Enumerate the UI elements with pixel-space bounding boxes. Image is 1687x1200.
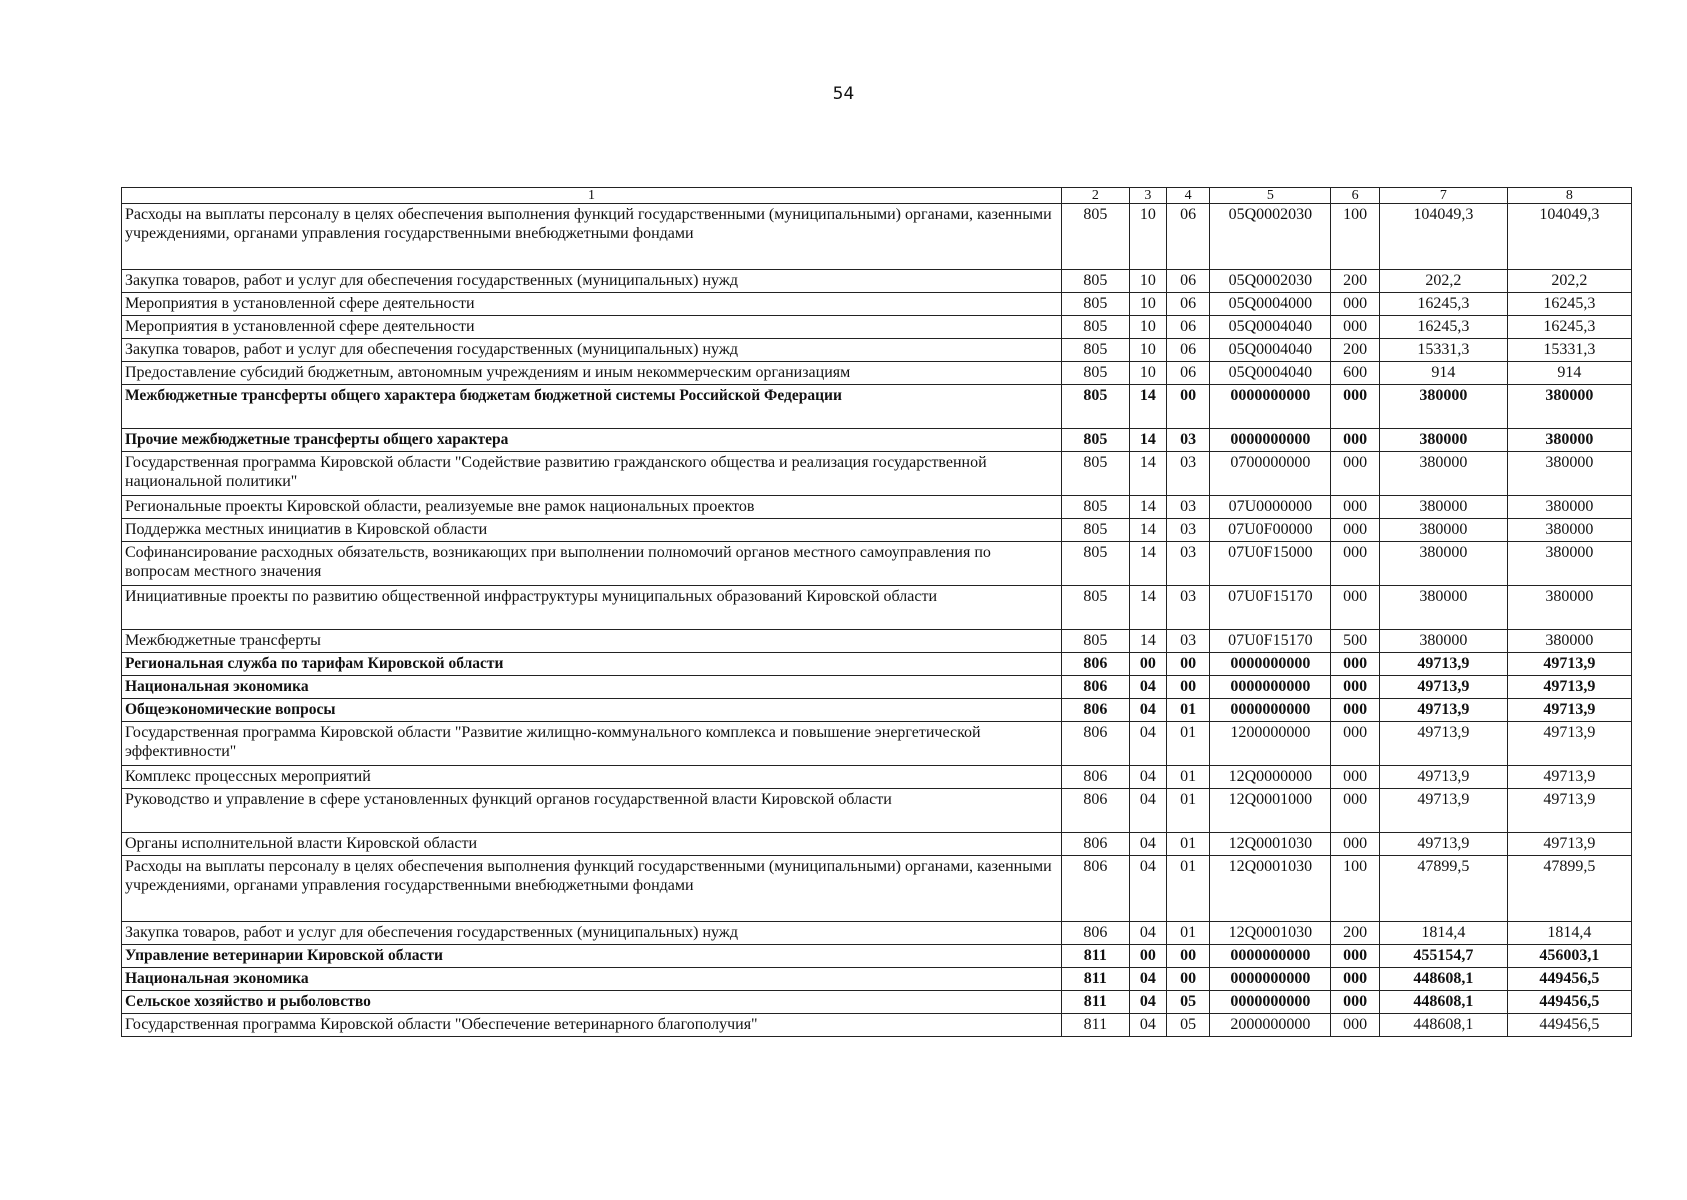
code-expense-type: 000 bbox=[1331, 293, 1379, 316]
code-target-article: 0000000000 bbox=[1210, 429, 1331, 452]
code-ministry: 811 bbox=[1062, 945, 1130, 968]
code-subsection: 01 bbox=[1166, 722, 1209, 766]
amount-col7: 49713,9 bbox=[1379, 699, 1507, 722]
code-expense-type: 000 bbox=[1331, 676, 1379, 699]
code-target-article: 07U0F15170 bbox=[1210, 630, 1331, 653]
column-header: 5 bbox=[1210, 188, 1331, 204]
table-row bbox=[122, 766, 1632, 789]
amount-col8: 380000 bbox=[1507, 586, 1631, 630]
amount-col7: 448608,1 bbox=[1379, 991, 1507, 1014]
code-ministry: 806 bbox=[1062, 833, 1130, 856]
amount-col8: 380000 bbox=[1507, 429, 1631, 452]
column-header: 1 bbox=[122, 188, 1062, 204]
code-target-article: 07U0F00000 bbox=[1210, 519, 1331, 542]
code-expense-type: 200 bbox=[1331, 270, 1379, 293]
code-subsection: 01 bbox=[1166, 766, 1209, 789]
table-row bbox=[122, 452, 1632, 496]
code-ministry: 806 bbox=[1062, 856, 1130, 922]
amount-col8: 456003,1 bbox=[1507, 945, 1631, 968]
code-ministry: 806 bbox=[1062, 676, 1130, 699]
amount-col8: 47899,5 bbox=[1507, 856, 1631, 922]
code-section: 00 bbox=[1129, 653, 1166, 676]
code-section: 04 bbox=[1129, 856, 1166, 922]
code-section: 04 bbox=[1129, 991, 1166, 1014]
amount-col7: 47899,5 bbox=[1379, 856, 1507, 922]
code-target-article: 0000000000 bbox=[1210, 699, 1331, 722]
code-expense-type: 000 bbox=[1331, 968, 1379, 991]
code-expense-type: 000 bbox=[1331, 316, 1379, 339]
row-name: Управление ветеринарии Кировской области bbox=[122, 945, 1062, 968]
code-target-article: 05Q0002030 bbox=[1210, 204, 1331, 270]
code-ministry: 805 bbox=[1062, 586, 1130, 630]
table-row bbox=[122, 722, 1632, 766]
code-ministry: 805 bbox=[1062, 339, 1130, 362]
amount-col7: 1814,4 bbox=[1379, 922, 1507, 945]
amount-col7: 448608,1 bbox=[1379, 968, 1507, 991]
code-ministry: 805 bbox=[1062, 452, 1130, 496]
row-name: Расходы на выплаты персоналу в целях обеспечения выполнения функций государственными (муниципальными) органами, казенными учреждениями, органами управления государственными внебюджетными фондами bbox=[122, 204, 1062, 270]
code-target-article: 07U0000000 bbox=[1210, 496, 1331, 519]
row-name: Межбюджетные трансферты bbox=[122, 630, 1062, 653]
code-target-article: 0000000000 bbox=[1210, 653, 1331, 676]
code-section: 10 bbox=[1129, 293, 1166, 316]
amount-col8: 449456,5 bbox=[1507, 1014, 1631, 1037]
table-row bbox=[122, 362, 1632, 385]
column-header: 2 bbox=[1062, 188, 1130, 204]
code-target-article: 05Q0002030 bbox=[1210, 270, 1331, 293]
row-name: Государственная программа Кировской области "Развитие жилищно-коммунального комплекса и повышение энергетической эффективности" bbox=[122, 722, 1062, 766]
row-name: Органы исполнительной власти Кировской области bbox=[122, 833, 1062, 856]
code-section: 04 bbox=[1129, 766, 1166, 789]
table-row bbox=[122, 789, 1632, 833]
code-ministry: 806 bbox=[1062, 766, 1130, 789]
code-subsection: 03 bbox=[1166, 542, 1209, 586]
amount-col8: 16245,3 bbox=[1507, 293, 1631, 316]
code-section: 10 bbox=[1129, 339, 1166, 362]
table-row bbox=[122, 653, 1632, 676]
table-row bbox=[122, 1014, 1632, 1037]
code-section: 04 bbox=[1129, 968, 1166, 991]
code-ministry: 805 bbox=[1062, 630, 1130, 653]
amount-col8: 380000 bbox=[1507, 385, 1631, 429]
code-section: 10 bbox=[1129, 270, 1166, 293]
code-ministry: 805 bbox=[1062, 429, 1130, 452]
code-expense-type: 100 bbox=[1331, 856, 1379, 922]
amount-col7: 380000 bbox=[1379, 630, 1507, 653]
row-name: Софинансирование расходных обязательств, возникающих при выполнении полномочий органов местного самоуправления по вопросам местного значения bbox=[122, 542, 1062, 586]
column-header: 3 bbox=[1129, 188, 1166, 204]
code-section: 14 bbox=[1129, 452, 1166, 496]
code-target-article: 0000000000 bbox=[1210, 968, 1331, 991]
code-expense-type: 000 bbox=[1331, 1014, 1379, 1037]
amount-col7: 104049,3 bbox=[1379, 204, 1507, 270]
amount-col8: 380000 bbox=[1507, 496, 1631, 519]
amount-col7: 380000 bbox=[1379, 542, 1507, 586]
code-ministry: 805 bbox=[1062, 519, 1130, 542]
amount-col8: 202,2 bbox=[1507, 270, 1631, 293]
code-section: 14 bbox=[1129, 586, 1166, 630]
code-section: 04 bbox=[1129, 722, 1166, 766]
table-row bbox=[122, 270, 1632, 293]
code-target-article: 12Q0001030 bbox=[1210, 922, 1331, 945]
row-name: Межбюджетные трансферты общего характера бюджетам бюджетной системы Российской Федерации bbox=[122, 385, 1062, 429]
amount-col7: 49713,9 bbox=[1379, 653, 1507, 676]
code-expense-type: 200 bbox=[1331, 922, 1379, 945]
column-header: 7 bbox=[1379, 188, 1507, 204]
amount-col8: 49713,9 bbox=[1507, 766, 1631, 789]
amount-col8: 1814,4 bbox=[1507, 922, 1631, 945]
amount-col8: 380000 bbox=[1507, 519, 1631, 542]
code-target-article: 1200000000 bbox=[1210, 722, 1331, 766]
code-section: 04 bbox=[1129, 833, 1166, 856]
code-section: 04 bbox=[1129, 789, 1166, 833]
row-name: Расходы на выплаты персоналу в целях обеспечения выполнения функций государственными (муниципальными) органами, казенными учреждениями, органами управления государственными внебюджетными фондами bbox=[122, 856, 1062, 922]
code-ministry: 805 bbox=[1062, 362, 1130, 385]
code-ministry: 805 bbox=[1062, 204, 1130, 270]
code-subsection: 06 bbox=[1166, 293, 1209, 316]
code-ministry: 806 bbox=[1062, 922, 1130, 945]
code-section: 14 bbox=[1129, 496, 1166, 519]
code-section: 14 bbox=[1129, 630, 1166, 653]
table-row bbox=[122, 316, 1632, 339]
amount-col8: 380000 bbox=[1507, 452, 1631, 496]
amount-col7: 49713,9 bbox=[1379, 722, 1507, 766]
column-header: 6 bbox=[1331, 188, 1379, 204]
amount-col7: 380000 bbox=[1379, 519, 1507, 542]
row-name: Сельское хозяйство и рыболовство bbox=[122, 991, 1062, 1014]
code-section: 04 bbox=[1129, 1014, 1166, 1037]
code-expense-type: 000 bbox=[1331, 991, 1379, 1014]
code-subsection: 00 bbox=[1166, 676, 1209, 699]
code-subsection: 00 bbox=[1166, 385, 1209, 429]
code-ministry: 811 bbox=[1062, 991, 1130, 1014]
amount-col7: 16245,3 bbox=[1379, 293, 1507, 316]
code-target-article: 05Q0004040 bbox=[1210, 316, 1331, 339]
row-name: Поддержка местных инициатив в Кировской области bbox=[122, 519, 1062, 542]
code-ministry: 811 bbox=[1062, 968, 1130, 991]
code-subsection: 01 bbox=[1166, 833, 1209, 856]
amount-col7: 49713,9 bbox=[1379, 833, 1507, 856]
code-section: 10 bbox=[1129, 316, 1166, 339]
code-section: 14 bbox=[1129, 385, 1166, 429]
code-expense-type: 000 bbox=[1331, 945, 1379, 968]
code-ministry: 806 bbox=[1062, 699, 1130, 722]
row-name: Комплекс процессных мероприятий bbox=[122, 766, 1062, 789]
table-row bbox=[122, 339, 1632, 362]
code-section: 14 bbox=[1129, 429, 1166, 452]
row-name: Общеэкономические вопросы bbox=[122, 699, 1062, 722]
amount-col7: 455154,7 bbox=[1379, 945, 1507, 968]
code-target-article: 05Q0004000 bbox=[1210, 293, 1331, 316]
code-subsection: 03 bbox=[1166, 586, 1209, 630]
code-section: 14 bbox=[1129, 519, 1166, 542]
code-subsection: 05 bbox=[1166, 1014, 1209, 1037]
code-expense-type: 000 bbox=[1331, 833, 1379, 856]
amount-col7: 49713,9 bbox=[1379, 766, 1507, 789]
code-section: 04 bbox=[1129, 922, 1166, 945]
code-ministry: 805 bbox=[1062, 316, 1130, 339]
table-row bbox=[122, 968, 1632, 991]
code-expense-type: 200 bbox=[1331, 339, 1379, 362]
amount-col8: 49713,9 bbox=[1507, 676, 1631, 699]
row-name: Закупка товаров, работ и услуг для обеспечения государственных (муниципальных) нужд bbox=[122, 922, 1062, 945]
code-subsection: 00 bbox=[1166, 968, 1209, 991]
table-row bbox=[122, 385, 1632, 429]
amount-col8: 380000 bbox=[1507, 630, 1631, 653]
amount-col8: 15331,3 bbox=[1507, 339, 1631, 362]
code-target-article: 05Q0004040 bbox=[1210, 362, 1331, 385]
code-expense-type: 600 bbox=[1331, 362, 1379, 385]
amount-col8: 16245,3 bbox=[1507, 316, 1631, 339]
amount-col7: 49713,9 bbox=[1379, 676, 1507, 699]
code-target-article: 0000000000 bbox=[1210, 676, 1331, 699]
code-ministry: 805 bbox=[1062, 293, 1130, 316]
row-name: Государственная программа Кировской области "Содействие развитию гражданского общества и реализация государственной национальной политики" bbox=[122, 452, 1062, 496]
code-ministry: 805 bbox=[1062, 542, 1130, 586]
code-expense-type: 000 bbox=[1331, 653, 1379, 676]
code-ministry: 805 bbox=[1062, 270, 1130, 293]
code-ministry: 806 bbox=[1062, 789, 1130, 833]
code-ministry: 806 bbox=[1062, 722, 1130, 766]
amount-col7: 380000 bbox=[1379, 496, 1507, 519]
amount-col8: 449456,5 bbox=[1507, 968, 1631, 991]
header-row bbox=[122, 188, 1632, 204]
code-section: 04 bbox=[1129, 699, 1166, 722]
table-row bbox=[122, 699, 1632, 722]
code-expense-type: 000 bbox=[1331, 385, 1379, 429]
code-subsection: 01 bbox=[1166, 789, 1209, 833]
amount-col8: 49713,9 bbox=[1507, 722, 1631, 766]
code-expense-type: 000 bbox=[1331, 789, 1379, 833]
code-subsection: 01 bbox=[1166, 856, 1209, 922]
amount-col8: 104049,3 bbox=[1507, 204, 1631, 270]
row-name: Закупка товаров, работ и услуг для обеспечения государственных (муниципальных) нужд bbox=[122, 270, 1062, 293]
amount-col8: 449456,5 bbox=[1507, 991, 1631, 1014]
code-subsection: 03 bbox=[1166, 452, 1209, 496]
code-target-article: 0700000000 bbox=[1210, 452, 1331, 496]
code-ministry: 805 bbox=[1062, 385, 1130, 429]
table-row bbox=[122, 519, 1632, 542]
amount-col7: 914 bbox=[1379, 362, 1507, 385]
row-name: Государственная программа Кировской области "Обеспечение ветеринарного благополучия" bbox=[122, 1014, 1062, 1037]
code-expense-type: 000 bbox=[1331, 452, 1379, 496]
code-subsection: 03 bbox=[1166, 496, 1209, 519]
table-row bbox=[122, 676, 1632, 699]
table-row bbox=[122, 856, 1632, 922]
amount-col7: 16245,3 bbox=[1379, 316, 1507, 339]
code-section: 00 bbox=[1129, 945, 1166, 968]
code-expense-type: 100 bbox=[1331, 204, 1379, 270]
code-expense-type: 000 bbox=[1331, 699, 1379, 722]
amount-col7: 448608,1 bbox=[1379, 1014, 1507, 1037]
code-subsection: 06 bbox=[1166, 339, 1209, 362]
code-target-article: 12Q0001000 bbox=[1210, 789, 1331, 833]
amount-col8: 380000 bbox=[1507, 542, 1631, 586]
code-target-article: 12Q0001030 bbox=[1210, 856, 1331, 922]
code-target-article: 12Q0001030 bbox=[1210, 833, 1331, 856]
code-expense-type: 000 bbox=[1331, 496, 1379, 519]
code-target-article: 0000000000 bbox=[1210, 385, 1331, 429]
code-subsection: 03 bbox=[1166, 519, 1209, 542]
row-name: Региональные проекты Кировской области, реализуемые вне рамок национальных проектов bbox=[122, 496, 1062, 519]
amount-col7: 202,2 bbox=[1379, 270, 1507, 293]
code-ministry: 811 bbox=[1062, 1014, 1130, 1037]
code-subsection: 06 bbox=[1166, 204, 1209, 270]
code-subsection: 06 bbox=[1166, 316, 1209, 339]
table-row bbox=[122, 586, 1632, 630]
row-name: Руководство и управление в сфере установленных функций органов государственной власти Кировской области bbox=[122, 789, 1062, 833]
code-expense-type: 000 bbox=[1331, 429, 1379, 452]
column-header: 8 bbox=[1507, 188, 1631, 204]
code-target-article: 07U0F15170 bbox=[1210, 586, 1331, 630]
row-name: Мероприятия в установленной сфере деятельности bbox=[122, 293, 1062, 316]
page-number: 54 bbox=[832, 84, 855, 104]
code-subsection: 05 bbox=[1166, 991, 1209, 1014]
table-row bbox=[122, 204, 1632, 270]
code-target-article: 12Q0000000 bbox=[1210, 766, 1331, 789]
table-row bbox=[122, 991, 1632, 1014]
code-subsection: 00 bbox=[1166, 653, 1209, 676]
row-name: Мероприятия в установленной сфере деятельности bbox=[122, 316, 1062, 339]
code-subsection: 06 bbox=[1166, 270, 1209, 293]
code-subsection: 03 bbox=[1166, 429, 1209, 452]
amount-col7: 49713,9 bbox=[1379, 789, 1507, 833]
code-subsection: 06 bbox=[1166, 362, 1209, 385]
code-target-article: 2000000000 bbox=[1210, 1014, 1331, 1037]
code-subsection: 01 bbox=[1166, 699, 1209, 722]
code-target-article: 07U0F15000 bbox=[1210, 542, 1331, 586]
row-name: Национальная экономика bbox=[122, 968, 1062, 991]
amount-col8: 49713,9 bbox=[1507, 699, 1631, 722]
amount-col7: 380000 bbox=[1379, 429, 1507, 452]
amount-col7: 380000 bbox=[1379, 586, 1507, 630]
code-expense-type: 000 bbox=[1331, 586, 1379, 630]
code-expense-type: 000 bbox=[1331, 766, 1379, 789]
code-target-article: 05Q0004040 bbox=[1210, 339, 1331, 362]
code-target-article: 0000000000 bbox=[1210, 991, 1331, 1014]
amount-col8: 914 bbox=[1507, 362, 1631, 385]
table-row bbox=[122, 542, 1632, 586]
table-row bbox=[122, 293, 1632, 316]
code-section: 14 bbox=[1129, 542, 1166, 586]
row-name: Региональная служба по тарифам Кировской области bbox=[122, 653, 1062, 676]
code-expense-type: 000 bbox=[1331, 722, 1379, 766]
row-name: Национальная экономика bbox=[122, 676, 1062, 699]
amount-col8: 49713,9 bbox=[1507, 653, 1631, 676]
table-row bbox=[122, 630, 1632, 653]
code-target-article: 0000000000 bbox=[1210, 945, 1331, 968]
budget-table bbox=[121, 187, 1632, 1037]
code-subsection: 00 bbox=[1166, 945, 1209, 968]
row-name: Предоставление субсидий бюджетным, автономным учреждениям и иным некоммерческим организациям bbox=[122, 362, 1062, 385]
amount-col8: 49713,9 bbox=[1507, 833, 1631, 856]
amount-col7: 380000 bbox=[1379, 385, 1507, 429]
table-row bbox=[122, 945, 1632, 968]
code-expense-type: 000 bbox=[1331, 519, 1379, 542]
code-ministry: 805 bbox=[1062, 496, 1130, 519]
amount-col7: 15331,3 bbox=[1379, 339, 1507, 362]
code-section: 10 bbox=[1129, 362, 1166, 385]
column-header: 4 bbox=[1166, 188, 1209, 204]
table-row bbox=[122, 496, 1632, 519]
row-name: Инициативные проекты по развитию общественной инфраструктуры муниципальных образований Кировской области bbox=[122, 586, 1062, 630]
code-subsection: 01 bbox=[1166, 922, 1209, 945]
code-section: 10 bbox=[1129, 204, 1166, 270]
code-subsection: 03 bbox=[1166, 630, 1209, 653]
code-expense-type: 000 bbox=[1331, 542, 1379, 586]
table-row bbox=[122, 922, 1632, 945]
row-name: Прочие межбюджетные трансферты общего характера bbox=[122, 429, 1062, 452]
code-expense-type: 500 bbox=[1331, 630, 1379, 653]
amount-col7: 380000 bbox=[1379, 452, 1507, 496]
code-section: 04 bbox=[1129, 676, 1166, 699]
amount-col8: 49713,9 bbox=[1507, 789, 1631, 833]
code-ministry: 806 bbox=[1062, 653, 1130, 676]
table-row bbox=[122, 429, 1632, 452]
table-row bbox=[122, 833, 1632, 856]
row-name: Закупка товаров, работ и услуг для обеспечения государственных (муниципальных) нужд bbox=[122, 339, 1062, 362]
